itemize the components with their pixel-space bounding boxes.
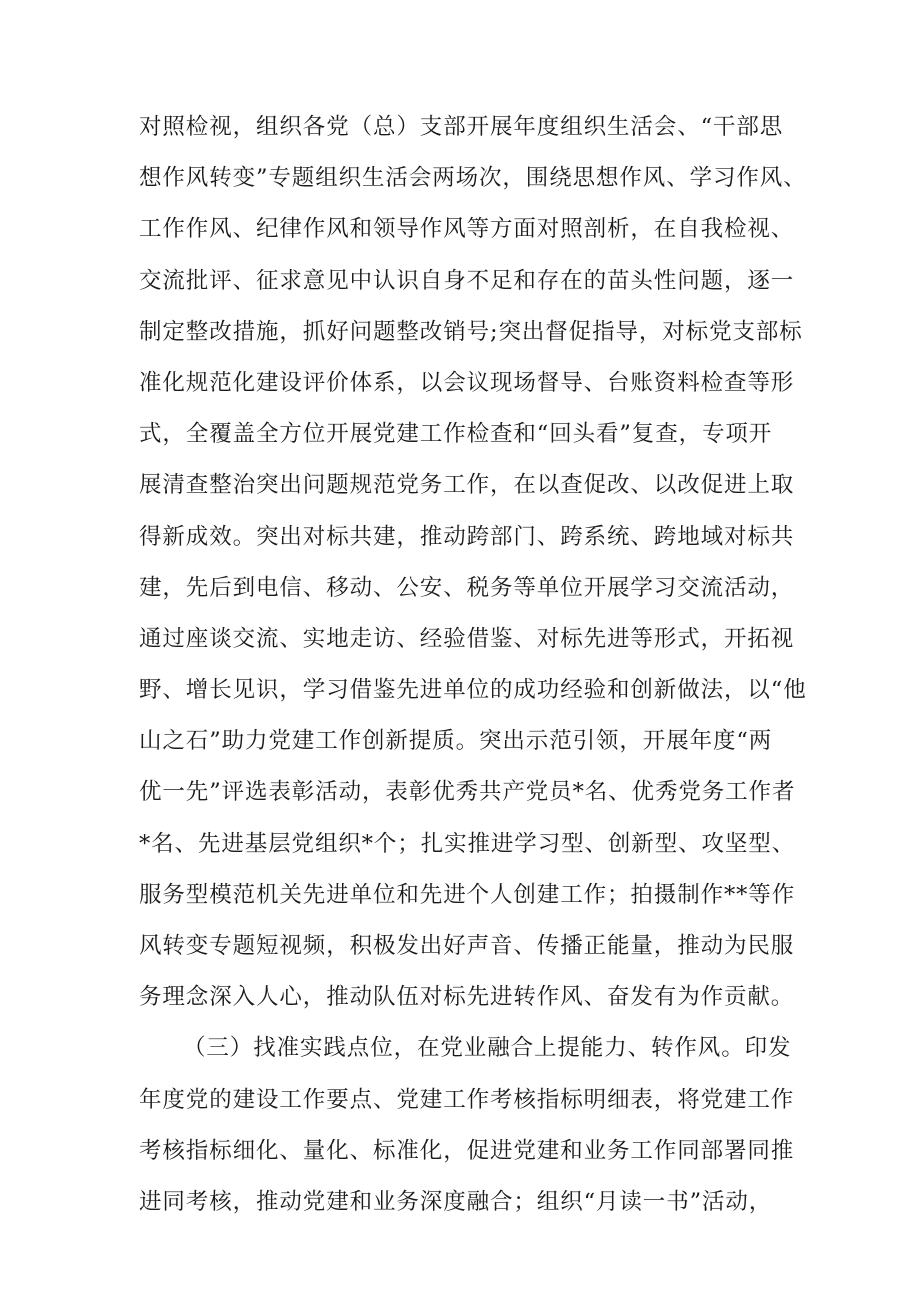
text-line: *名、先进基层党组织*个；扎实推进学习型、创新型、攻坚型、 — [139, 830, 796, 857]
text-line: 优一先”评选表彰活动，表彰优秀共产党员*名、优秀党务工作者 — [139, 779, 796, 806]
text-line: 山之石”助力党建工作创新提质。突出示范引领，开展年度“两 — [139, 728, 773, 755]
text-line: 风转变专题短视频，积极发出好声音、传播正能量，推动为民服 — [139, 933, 795, 959]
section-heading-line: （三）找准实践点位，在党业融合上提能力、转作风。印发 — [183, 1035, 792, 1062]
text-line: 考核指标细化、量化、标准化，促进党建和业务工作同部署同推 — [139, 1137, 795, 1164]
text-line: 交流批评、征求意见中认识自身不足和存在的苗头性问题，逐一 — [139, 267, 795, 294]
text-line: 建，先后到电信、移动、公安、税务等单位开展学习交流活动， — [139, 574, 795, 601]
text-line: 工作作风、纪律作风和领导作风等方面对照剖析，在自我检视、 — [139, 216, 795, 243]
text-line: 年度党的建设工作要点、党建工作考核指标明细表，将党建工作 — [139, 1086, 795, 1113]
text-line: 得新成效。突出对标共建，推动跨部门、跨系统、跨地域对标共 — [139, 523, 795, 550]
text-line: 想作风转变”专题组织生活会两场次，围绕思想作风、学习作风、 — [139, 165, 807, 192]
text-line: 服务型模范机关先进单位和先进个人创建工作；拍摄制作**等作 — [139, 881, 796, 908]
text-line: 制定整改措施，抓好问题整改销号;突出督促指导，对标党支部标 — [139, 318, 803, 345]
text-line: 野、增长见识，学习借鉴先进单位的成功经验和创新做法，以“他 — [139, 677, 807, 704]
text-line: 对照检视，组织各党（总）支部开展年度组织生活会、“干部思 — [139, 114, 784, 140]
document-body — [139, 102, 807, 1228]
text-line: 进同考核，推动党建和业务深度融合；组织“月读一书”活动， — [139, 1188, 773, 1215]
text-line: 式，全覆盖全方位开展党建工作检查和“回头看”复查，专项开 — [139, 421, 773, 448]
text-line: 展清查整治突出问题规范党务工作，在以查促改、以改促进上取 — [139, 472, 795, 499]
text-line: 通过座谈交流、实地走访、经验借鉴、对标先进等形式，开拓视 — [139, 625, 795, 652]
text-line: 务理念深入人心，推动队伍对标先进转作风、奋发有为作贡献。 — [139, 984, 795, 1011]
text-line: 准化规范化建设评价体系，以会议现场督导、台账资料检查等形 — [139, 369, 795, 396]
